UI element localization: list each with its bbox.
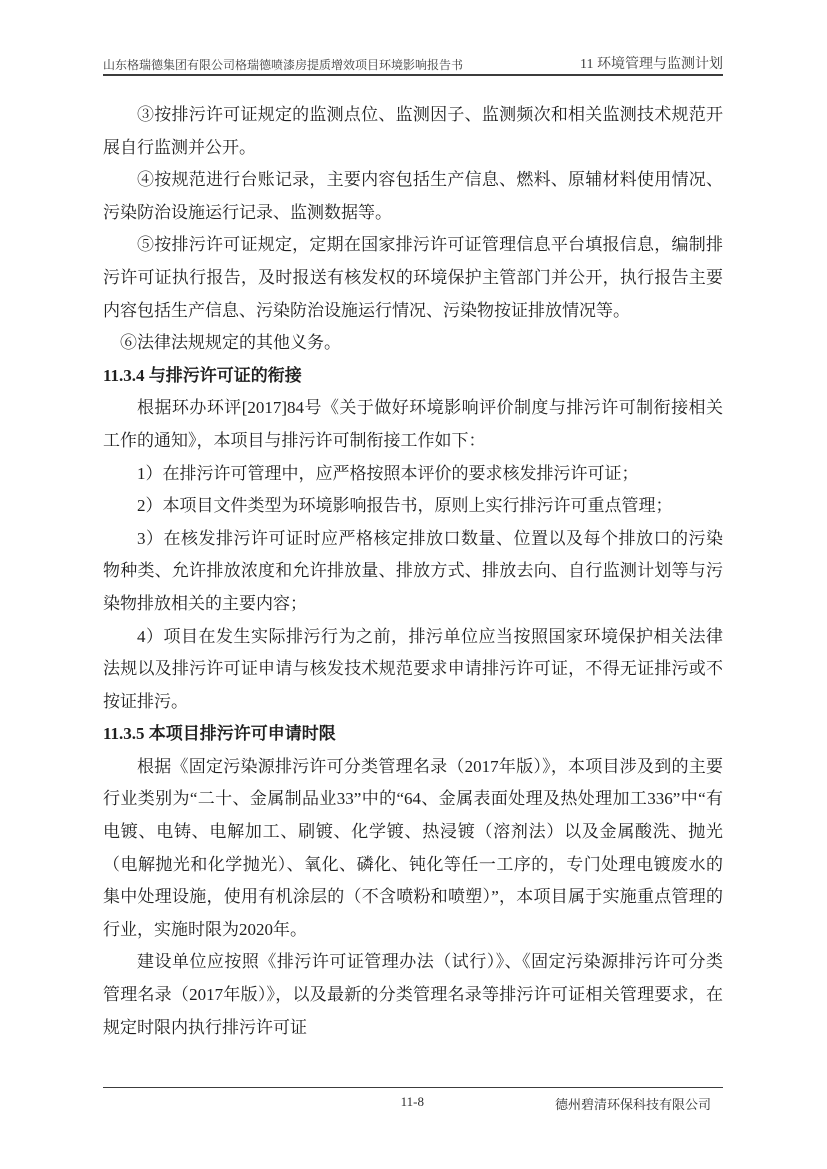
paragraph-circle-6: ⑥法律法规规定的其他义务。 (120, 333, 341, 353)
paragraph-basis: 根据环办环评[2017]84号《关于做好环境影响评价制度与排污许可制衔接相关工作的通知》，本项目与排污许可制衔接工作如下： (103, 398, 723, 450)
paragraph-circle-5: ⑤按排污许可证规定，定期在国家排污许可证管理信息平台填报信息，编制排污许可证执行报告，及时报送有核发权的环境保护主管部门并公开，执行报告主要内容包括生产信息、污染防治设施运行情况、污染物按证排放情况等。 (103, 235, 723, 320)
paragraph-unit-requirements: 建设单位应按照《排污许可证管理办法（试行）》、《固定污染源排污许可分类管理名录（2017年版）》，以及最新的分类管理名录等排污许可证相关管理要求，在规定时限内执行排污许可证 (103, 952, 723, 1037)
document-body (103, 99, 723, 1044)
header-document-title: 山东格瑞德集团有限公司格瑞德喷漆房提质增效项目环境影响报告书 (103, 58, 464, 72)
footer-company-name: 德州碧清环保科技有限公司 (554, 1097, 711, 1112)
paragraph-circle-4: ④按规范进行台账记录，主要内容包括生产信息、燃料、原辅材料使用情况、污染防治设施运行记录、监测数据等。 (103, 170, 723, 222)
section-heading-11-3-5: 11.3.5 本项目排污许可申请时限 (103, 724, 336, 744)
list-item-4: 4）项目在发生实际排污行为之前，排污单位应当按照国家环境保护相关法律法规以及排污许可证申请与核发技术规范要求申请排污许可证，不得无证排污或不按证排污。 (103, 626, 723, 711)
list-item-2: 2）本项目文件类型为环境影响报告书，原则上实行排污许可重点管理； (137, 496, 673, 516)
page-footer (103, 1087, 723, 1120)
paragraph-circle-3: ③按排污许可证规定的监测点位、监测因子、监测频次和相关监测技术规范开展自行监测并公开。 (103, 105, 723, 157)
page-header (103, 50, 723, 76)
header-chapter-title: 11 环境管理与监测计划 (580, 57, 723, 72)
page-number: 11-8 (400, 1094, 424, 1109)
section-heading-11-3-4: 11.3.4 与排污许可证的衔接 (103, 365, 302, 385)
paragraph-industry-category: 根据《固定污染源排污许可分类管理名录（2017年版）》，本项目涉及到的主要行业类别为“二十、金属制品业33”中的“64、金属表面处理及热处理加工336”中“有电镀、电铸、电解加工、刷镀、化学镀、热浸镀（溶剂法）以及金属酸洗、抛光（电解抛光和化学抛光）、氧化、磷化、钝化等任一工序的，专门处理电镀废水的集中处理设施，使用有机涂层的（不含喷粉和喷塑）”，本项目属于实施重点管理的行业，实施时限为2020年。 (103, 756, 723, 939)
list-item-3: 3）在核发排污许可证时应严格核定排放口数量、位置以及每个排放口的污染物种类、允许排放浓度和允许排放量、排放方式、排放去向、自行监测计划等与污染物排放相关的主要内容； (103, 528, 723, 613)
list-item-1: 1）在排污许可管理中，应严格按照本评价的要求核发排污许可证； (137, 463, 639, 483)
